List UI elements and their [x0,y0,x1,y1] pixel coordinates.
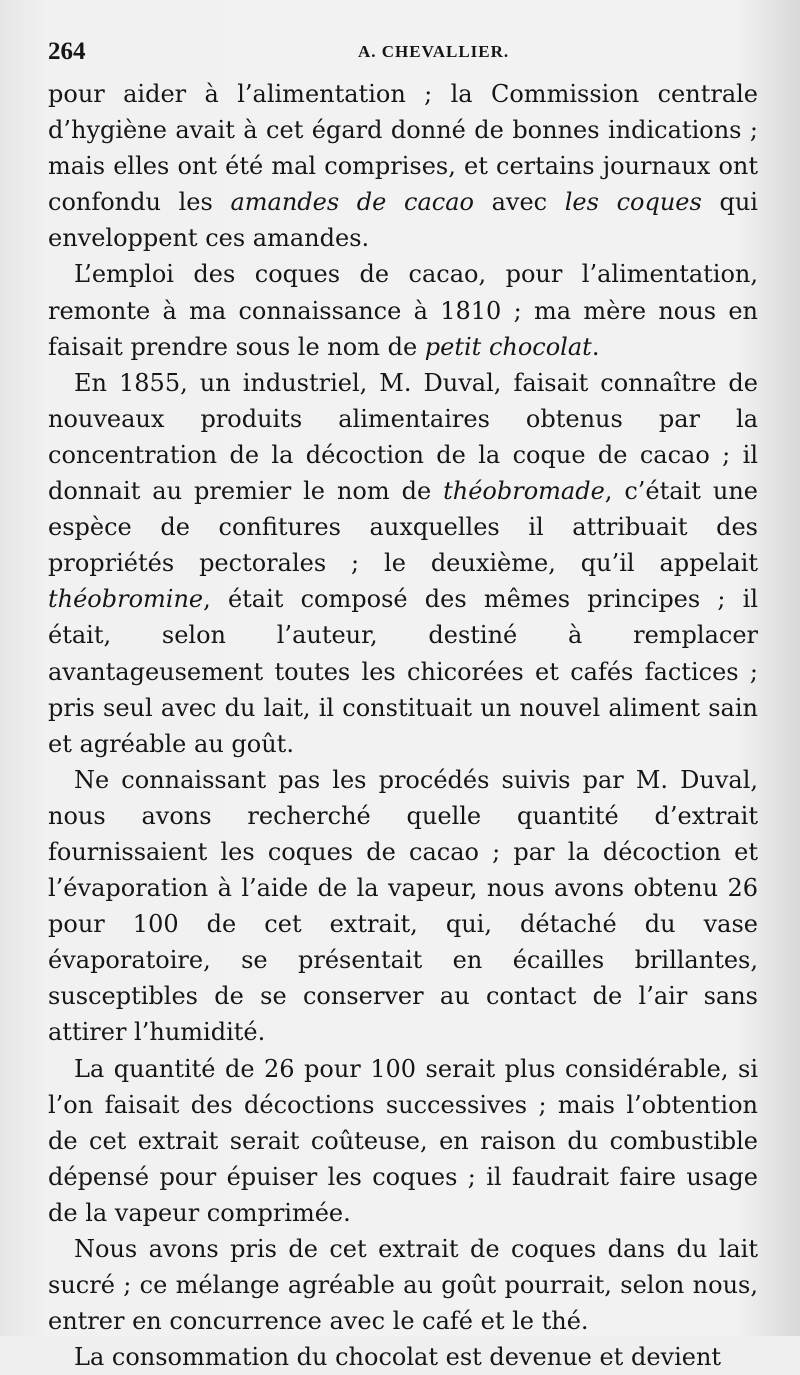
text-segment: . [591,332,600,361]
text-segment: En 1855, un industriel, M. Duval, faisait connaître de nouveaux produits alimentaires obtenus par la concentration de la décoction de la coque de cacao ; il donnait au premier le nom de [48,368,758,506]
text-segment: qui enveloppent ces amandes. [48,188,758,253]
body-text [48,76,758,1375]
paragraph [48,76,758,256]
paragraph [48,1339,758,1375]
text-segment: , était composé des mêmes principes ; il était, selon l’auteur, destiné à remplacer avantageusement toutes les chicorées et cafés factices ; pris seul avec du lait, il constituait un nouvel aliment sain et agréable au goût. [48,585,758,758]
italic-text-segment: théobromine [48,585,204,614]
page-header [48,38,760,78]
paragraph [48,365,758,762]
text-segment: avec [473,188,565,217]
paragraph [48,1231,758,1339]
paragraph [48,1051,758,1231]
italic-text-segment: petit chocolat [424,332,592,361]
paragraph [48,256,758,364]
italic-text-segment: amandes de cacao [230,188,474,217]
text-segment: Nous avons pris de cet extrait de coques dans du lait sucré ; ce mélange agréable au goût pourrait, selon nous, entrer en concurrence avec le café et le thé. [48,1235,758,1336]
italic-text-segment: les coques [564,188,702,217]
text-segment: La consommation du chocolat est devenue et devient [74,1343,722,1372]
text-segment: pour aider à l’alimentation ; la Commission centrale d’hygiène avait à cet égard donné de bonnes indications ; mais elles ont été mal comprises, et certains journaux ont confondu les [48,80,758,217]
italic-text-segment: théobromade [443,477,605,506]
text-segment: L’emploi des coques de cacao, pour l’alimentation, remonte à ma connaissance à 1810 ; ma mère nous en faisait prendre sous le nom de [48,260,758,361]
text-segment: , c’était une espèce de confitures auxquelles il attribuait des propriétés pectorales ; le deuxième, qu’il appelait [48,477,758,578]
page-number: 264 [48,38,86,65]
text-segment: La quantité de 26 pour 100 serait plus considérable, si l’on faisait des décoctions successives ; mais l’obtention de cet extrait serait coûteuse, en raison du combustible dépensé pour épuiser les coques ; il faudrait faire usage de la vapeur comprimée. [48,1054,758,1227]
paragraph [48,762,758,1051]
running-head: A. CHEVALLIER. [358,42,510,61]
text-segment: Ne connaissant pas les procédés suivis par M. Duval, nous avons recherché quelle quantité d’extrait fournissaient les coques de cacao ; par la décoction et l’évaporation à l’aide de la vapeur, nous avons obtenu 26 pour 100 de cet extrait, qui, détaché du vase évaporatoire, se présentait en écailles brillantes, susceptibles de se conserver au contact de l’air sans attirer l’humidité. [48,765,758,1047]
